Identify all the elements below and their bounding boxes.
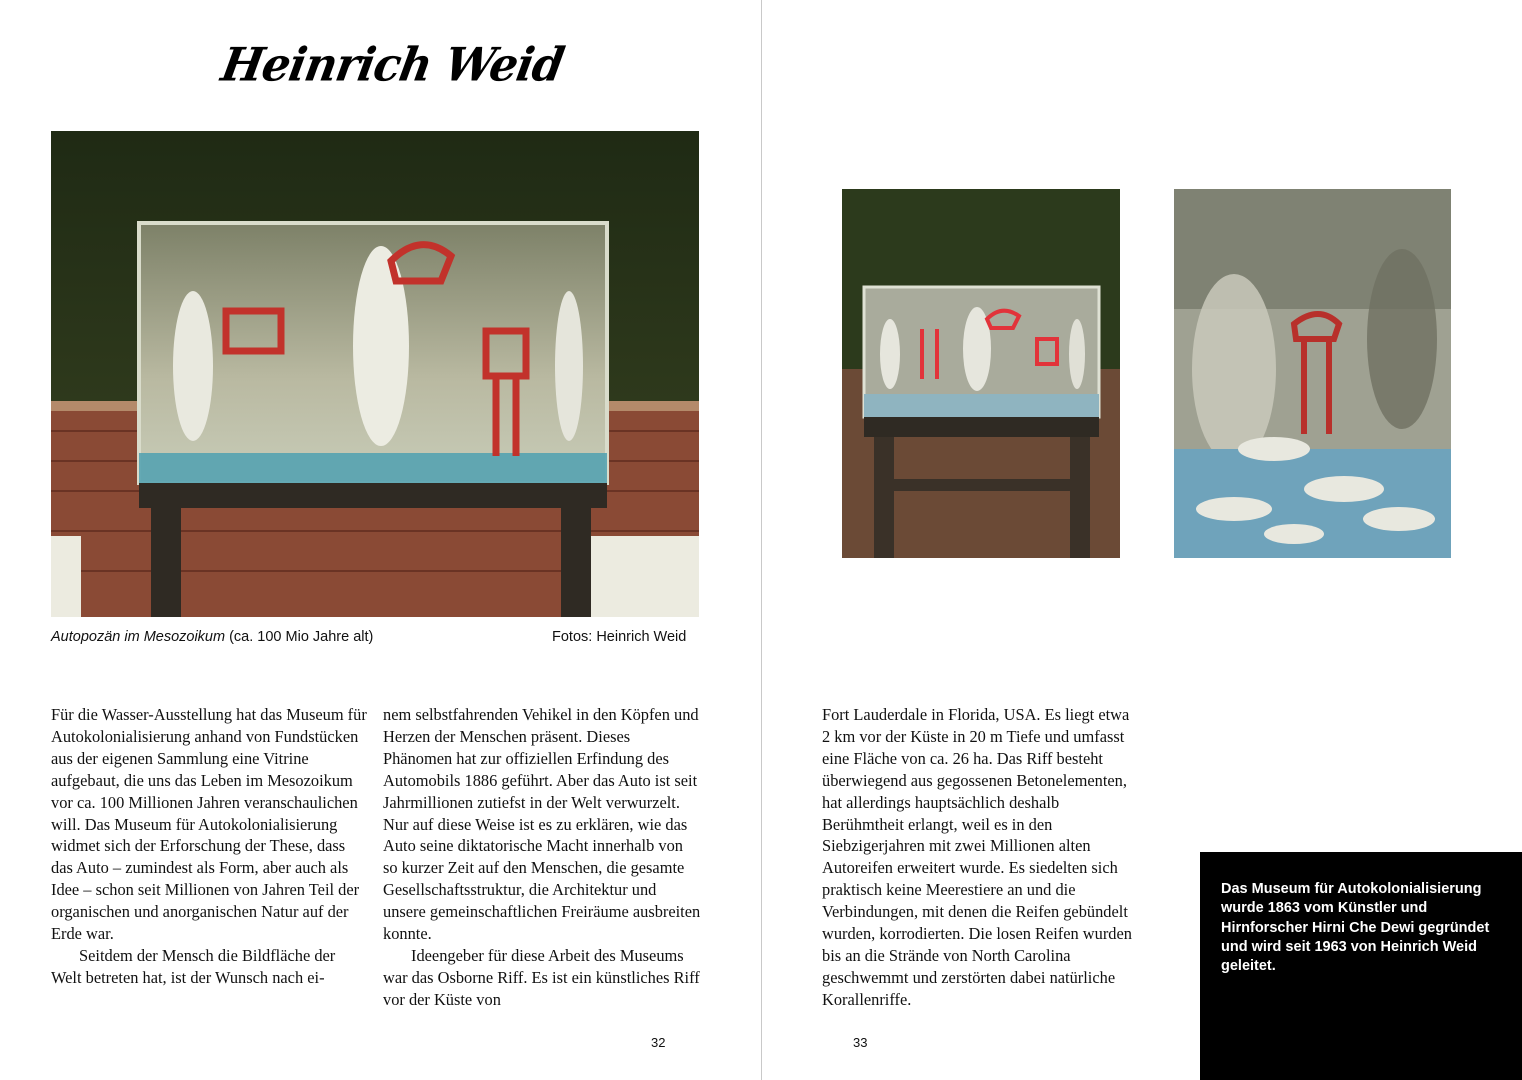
paragraph: nem selbstfahrenden Vehikel in den Köpfen und Herzen der Menschen präsent. Dieses Phänomen hat zur offiziellen Erfindung des Automobils 1886 geführt. Aber das Auto ist seit Jahrmillionen zutiefst in der Welt verwurzelt. Nur auf diese Weise ist es zu erklären, wie das Auto seine diktatorische Macht innerhalb von so kurzer Zeit auf den Menschen, die gesamte Gesellschaftsstruktur, die Architektur und unsere gemeinschaftlichen Freiräume ausbreiten konnte. xyxy=(383,705,701,944)
caption-title: Autopozän im Mesozoikum xyxy=(51,629,226,645)
page-number-left: 32 xyxy=(651,1035,666,1050)
text-column-2 xyxy=(383,704,701,1011)
vitrine-photo-garden xyxy=(842,189,1120,558)
photo-credit: Fotos: Heinrich Weid xyxy=(552,629,687,645)
main-photo-vitrine xyxy=(51,131,699,617)
paragraph: Für die Wasser-Ausstellung hat das Museum für Autokolonialisierung anhand von Fundstücken aus der eigenen Sammlung eine Vitrine aufgebaut, die uns das Leben im Mesozoikum vor ca. 100 Millionen Jahren veranschaulichen will. Das Museum für Autokolonialisierung widmet sich der Erforschung der These, dass das Auto – zumindest als Form, aber auch als Idee – schon seit Millionen von Jahren Teil der organischen und anorganischen Natur auf der Erde war. xyxy=(51,705,367,944)
page-number-right: 33 xyxy=(853,1035,868,1050)
paragraph: Fort Lauderdale in Florida, USA. Es liegt etwa 2 km vor der Küste in 20 m Tiefe und umfasst eine Fläche von ca. 26 ha. Das Riff besteht überwiegend aus gegossenen Betonelementen, hat allerdings hauptsächlich deshalb Berühmtheit erlangt, weil es in den Siebzigerjahren mit zwei Millionen alten Autoreifen erweitert wurde. Es siedelten sich praktisch keine Meerestiere an und die Verbindungen, mit denen die Reifen gebündelt wurden, korrodierten. Die losen Reifen wurden bis an die Strände von North Carolina geschwemmt und zerstörten dabei natürliche Korallenriffe. xyxy=(822,705,1132,1009)
page-title: Heinrich Weid xyxy=(217,38,568,93)
info-box xyxy=(1200,852,1522,1080)
info-box-text: Das Museum für Autokolonialisierung wurde 1863 vom Künstler und Hirnforscher Hirni Che Dewi gegründet und wird seit 1963 von Heinrich Weid geleitet. xyxy=(1221,881,1490,975)
text-column-1 xyxy=(51,704,369,989)
photo-caption xyxy=(51,629,373,645)
vitrine-photo-detail xyxy=(1174,189,1451,558)
right-page xyxy=(762,0,1522,1080)
caption-date: (ca. 100 Mio Jahre alt) xyxy=(225,629,374,645)
paragraph: Seitdem der Mensch die Bildfläche der Welt betreten hat, ist der Wunsch nach ei- xyxy=(51,945,336,987)
paragraph: Ideengeber für diese Arbeit des Museums war das Osborne Riff. Es ist ein künstliches Riff vor der Küste von xyxy=(383,945,700,1009)
text-column-3 xyxy=(822,704,1140,1011)
